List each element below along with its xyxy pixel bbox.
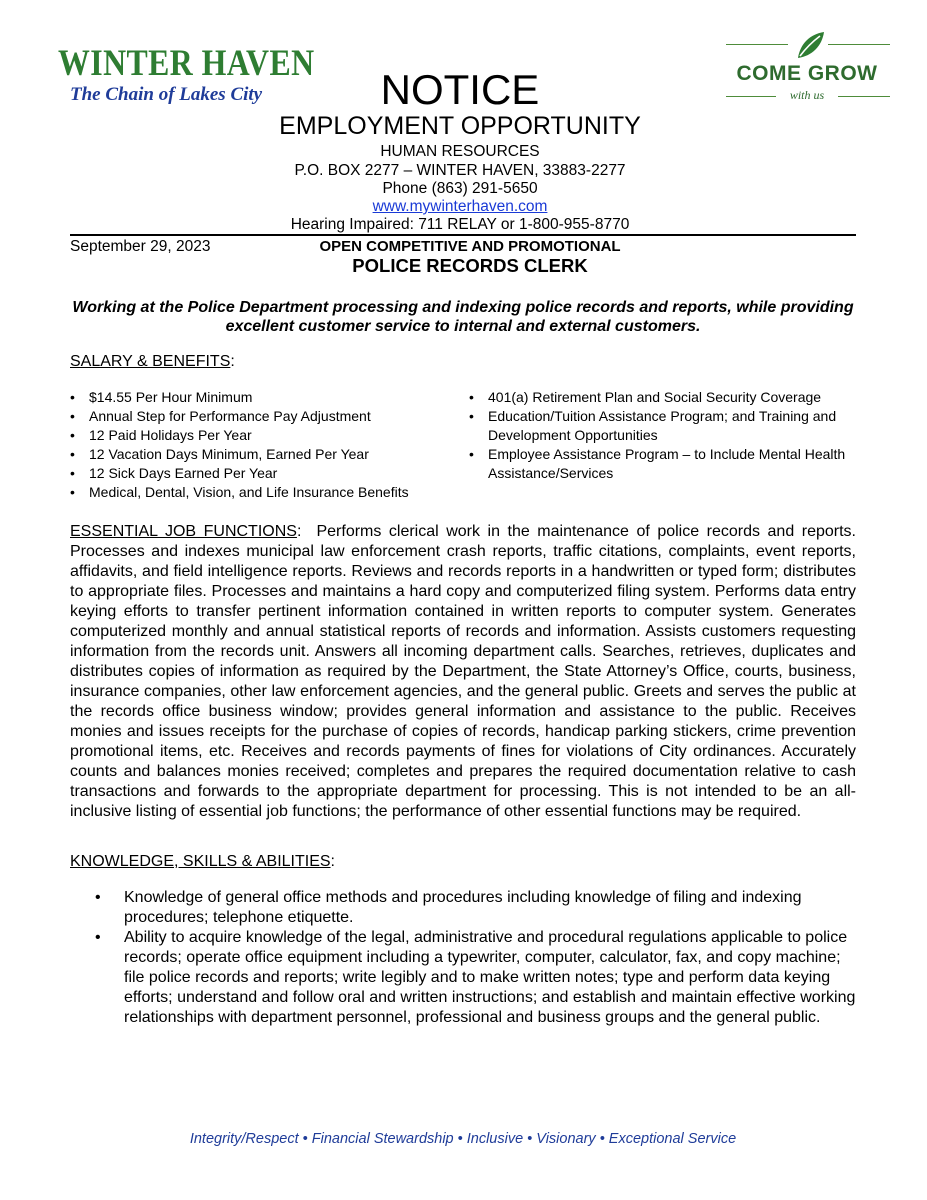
logo-title: WINTER HAVEN <box>58 43 315 84</box>
employment-heading: EMPLOYMENT OPPORTUNITY <box>279 112 641 140</box>
benefit-item: • $14.55 Per Hour Minimum <box>70 388 450 407</box>
website-line <box>200 198 720 216</box>
come-grow-logo <box>718 30 896 102</box>
benefit-item: • Education/Tuition Assistance Program; and Training and Development Opportunities <box>469 407 859 445</box>
benefits-right-column <box>469 388 859 483</box>
footer-values: Integrity/Respect • Financial Stewardship • Inclusive • Visionary • Exceptional Service <box>189 1131 737 1147</box>
leaf-icon <box>792 30 826 60</box>
ksa-label: KNOWLEDGE, SKILLS & ABILITIES <box>70 853 331 870</box>
ksa-list <box>95 888 857 1028</box>
essential-functions: ESSENTIAL JOB FUNCTIONS: Performs clerical work in the maintenance of police records and reports. Processes and indexes municipal law enforcement crash reports, traffic citations, complaints, event reports, affidavits, and field intelligence reports. Reviews and records reports in a handwritten or typed form; distributes to appropriate files. Processes and maintains a hard copy and computerized filing system. Performs data entry keying efforts to transfer pertinent information contained in written reports to computer system. Generates computerized monthly and annual statistical reports of records and information. Assists customers requesting information from the records unit. Answers all incoming department calls. Searches, retrieves, duplicates and distributes copies of information as required by the Department, the State Attorney’s Office, courts, business, insurance companies, other law enforcement agencies, and the general public. Greets and serves the public at the records office business window; provides general information and assistance to the public. Receives monies and issues receipts for the purchase of copies of records, handicap parking stickers, crime prevention promotional items, etc. Receives and records payments of fines for violations of City ordinances. Accurately counts and balances monies received; completes and prepares the required documentation relative to cash transactions and forwards to the appropriate department for processing. This is not intended to be an all-inclusive listing of essential job functions; the performance of other essential functions may be required. <box>70 523 856 820</box>
ksa-heading: KNOWLEDGE, SKILLS & ABILITIES: <box>70 853 335 870</box>
logo-rule-right <box>828 44 890 45</box>
notice-heading: NOTICE <box>380 66 540 113</box>
benefit-item: • Medical, Dental, Vision, and Life Insurance Benefits <box>70 483 450 502</box>
department-line: HUMAN RESOURCES <box>380 143 540 160</box>
benefit-item: • 12 Paid Holidays Per Year <box>70 426 450 445</box>
logo-title: COME GROW <box>736 62 878 85</box>
hearing-line: Hearing Impaired: 711 RELAY or 1-800-955-8770 <box>290 216 630 233</box>
benefit-item: • Annual Step for Performance Pay Adjustment <box>70 407 450 426</box>
salary-benefits-heading: SALARY & BENEFITS: <box>70 353 235 370</box>
website-link[interactable]: www.mywinterhaven.com <box>372 198 548 215</box>
ksa-item: • Ability to acquire knowledge of the legal, administrative and procedural regulations applicable to police records; operate office equipment including a typewriter, computer, calculator, fax, and copy machine; file police records and reports; write legibly and to make written notes; type and perform data keying efforts; understand and follow oral and written instructions; and establish and maintain effective working relationships with department personnel, professional and business groups and the general public. <box>95 928 857 1028</box>
phone-line: Phone (863) 291-5650 <box>382 180 538 197</box>
ksa-item: • Knowledge of general office methods and procedures including knowledge of filing and indexing procedures; telephone etiquette. <box>95 888 857 928</box>
essential-functions-text: Performs clerical work in the maintenance of police records and reports. Processes and indexes municipal law enforcement crash reports, traffic citations, complaints, event reports, affidavits, and field intelligence reports. Reviews and records reports in a handwritten or typed form; distributes to appropriate files. Processes and maintains a hard copy and computerized filing system. Performs data entry keying efforts to transfer pertinent information contained in written reports to computer system. Generates computerized monthly and annual statistical reports of records and information. Assists customers requesting information from the records unit. Answers all incoming department calls. Searches, retrieves, duplicates and distributes copies of information as required by the Department, the State Attorney’s Office, courts, business, insurance companies, other law enforcement agencies, and the general public. Greets and serves the public at the records office business window; provides general information and assistance to the public. Receives monies and issues receipts for the purchase of copies of records, handicap parking stickers, crime prevention promotional items, etc. Receives and records payments of fines for violations of City ordinances. Accurately counts and balances monies received; completes and prepares the required documentation relative to cash transactions and forwards to the appropriate department for processing. This is not intended to be an all-inclusive listing of essential job functions; the performance of other essential functions may be required. <box>70 523 856 820</box>
posting-type: OPEN COMPETITIVE AND PROMOTIONAL <box>319 238 621 255</box>
essential-functions-heading: ESSENTIAL JOB FUNCTIONS <box>70 523 297 540</box>
salary-benefits-label: SALARY & BENEFITS <box>70 353 231 370</box>
logo-subtitle: with us <box>789 88 825 102</box>
job-summary: Working at the Police Department processing and indexing police records and reports, while providing excellent customer service to internal and external customers. <box>72 299 854 335</box>
benefits-left-column <box>70 388 450 502</box>
benefit-item: • Employee Assistance Program – to Include Mental Health Assistance/Services <box>469 445 859 483</box>
logo-tagline: The Chain of Lakes City <box>70 84 263 105</box>
address-line: P.O. BOX 2277 – WINTER HAVEN, 33883-2277 <box>294 162 626 179</box>
benefit-item: • 12 Sick Days Earned Per Year <box>70 464 450 483</box>
benefit-item: • 401(a) Retirement Plan and Social Security Coverage <box>469 388 859 407</box>
posting-date: September 29, 2023 <box>70 238 211 255</box>
header-divider <box>70 234 856 236</box>
benefit-item: • 12 Vacation Days Minimum, Earned Per Year <box>70 445 450 464</box>
job-title: POLICE RECORDS CLERK <box>352 255 588 276</box>
winter-haven-logo <box>58 42 315 112</box>
logo-rule-left <box>726 44 788 45</box>
